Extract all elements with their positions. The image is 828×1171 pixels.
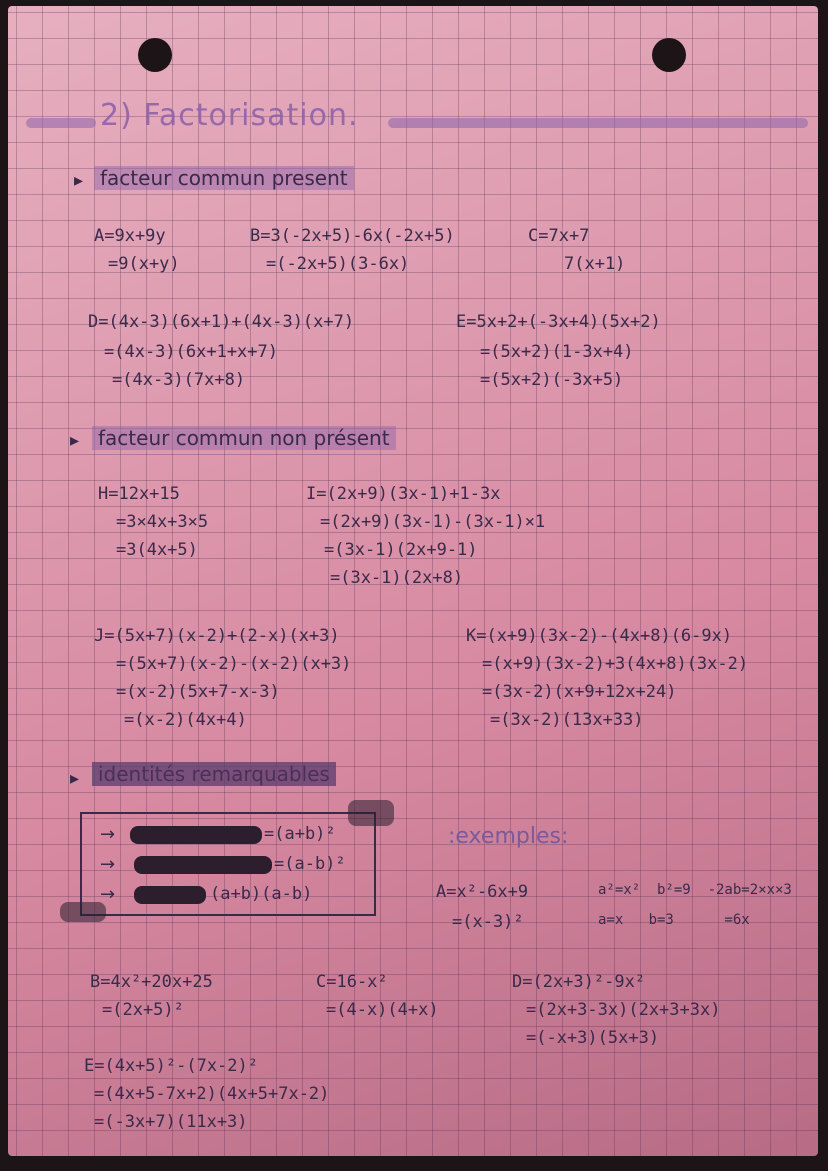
section-heading-no-common-factor: facteur commun non présent xyxy=(92,426,396,450)
example-D-1: D=(2x+3)²-9x² xyxy=(512,972,646,992)
expr-I-3: =(3x-1)(2x+9-1) xyxy=(324,540,478,560)
redacted-formula xyxy=(134,856,272,874)
expr-J-3: =(x-2)(5x+7-x-3) xyxy=(116,682,280,702)
expr-K-2: =(x+9)(3x-2)+3(4x+8)(3x-2) xyxy=(482,654,749,674)
arrow-icon: → xyxy=(100,824,116,845)
expr-K-4: =(3x-2)(13x+33) xyxy=(490,710,644,730)
examples-heading: :exemples: xyxy=(448,824,569,849)
example-A-note-1: a²=x² b²=9 -2ab=2×x×3 xyxy=(598,882,792,898)
example-D-3: =(-x+3)(5x+3) xyxy=(526,1028,660,1048)
expr-I-1: I=(2x+9)(3x-1)+1-3x xyxy=(306,484,501,504)
expr-A-2: =9(x+y) xyxy=(108,254,180,274)
section-heading-common-factor: facteur commun present xyxy=(94,166,354,190)
expr-C-2: 7(x+1) xyxy=(564,254,626,274)
expr-D-3: =(4x-3)(7x+8) xyxy=(112,370,246,390)
expr-H-3: =3(4x+5) xyxy=(116,540,198,560)
scribble-mark xyxy=(348,800,394,826)
expr-J-1: J=(5x+7)(x-2)+(2-x)(x+3) xyxy=(94,626,340,646)
example-A-1: A=x²-6x+9 xyxy=(436,882,529,902)
identity-2: =(a-b)² xyxy=(274,854,346,874)
binder-hole-right xyxy=(652,38,686,72)
redacted-formula xyxy=(134,886,206,904)
expr-B-2: =(-2x+5)(3-6x) xyxy=(266,254,410,274)
expr-I-2: =(2x+9)(3x-1)-(3x-1)×1 xyxy=(320,512,546,532)
arrow-icon: → xyxy=(100,884,116,905)
example-A-note-2: a=x b=3 =6x xyxy=(598,912,750,928)
expr-J-4: =(x-2)(4x+4) xyxy=(124,710,247,730)
example-E-1: E=(4x+5)²-(7x-2)² xyxy=(84,1056,258,1076)
title-underline-left xyxy=(26,118,96,128)
page-title: 2) Factorisation. xyxy=(100,98,359,133)
expr-E-1: E=5x+2+(-3x+4)(5x+2) xyxy=(456,312,661,332)
expr-C-1: C=7x+7 xyxy=(528,226,590,246)
identity-3: (a+b)(a-b) xyxy=(210,884,313,904)
expr-B-1: B=3(-2x+5)-6x(-2x+5) xyxy=(250,226,455,246)
title-underline-right xyxy=(388,118,808,128)
section-bullet-icon: ▸ xyxy=(70,430,80,451)
example-B-2: =(2x+5)² xyxy=(102,1000,184,1020)
section-bullet-icon: ▸ xyxy=(70,768,80,789)
section-bullet-icon: ▸ xyxy=(74,170,84,191)
expr-H-2: =3×4x+3×5 xyxy=(116,512,209,532)
example-D-2: =(2x+3-3x)(2x+3+3x) xyxy=(526,1000,721,1020)
example-E-2: =(4x+5-7x+2)(4x+5+7x-2) xyxy=(94,1084,330,1104)
expr-J-2: =(5x+7)(x-2)-(x-2)(x+3) xyxy=(116,654,352,674)
scribble-mark xyxy=(60,902,106,922)
notebook-page xyxy=(8,6,818,1156)
expr-E-3: =(5x+2)(-3x+5) xyxy=(480,370,624,390)
identity-1: =(a+b)² xyxy=(264,824,336,844)
example-B-1: B=4x²+20x+25 xyxy=(90,972,213,992)
example-A-2: =(x-3)² xyxy=(452,912,524,932)
redacted-formula xyxy=(130,826,262,844)
example-E-3: =(-3x+7)(11x+3) xyxy=(94,1112,248,1132)
expr-E-2: =(5x+2)(1-3x+4) xyxy=(480,342,634,362)
expr-H-1: H=12x+15 xyxy=(98,484,180,504)
example-C-2: =(4-x)(4+x) xyxy=(326,1000,439,1020)
expr-K-3: =(3x-2)(x+9+12x+24) xyxy=(482,682,677,702)
expr-I-4: =(3x-1)(2x+8) xyxy=(330,568,464,588)
arrow-icon: → xyxy=(100,854,116,875)
expr-D-1: D=(4x-3)(6x+1)+(4x-3)(x+7) xyxy=(88,312,355,332)
expr-K-1: K=(x+9)(3x-2)-(4x+8)(6-9x) xyxy=(466,626,733,646)
expr-D-2: =(4x-3)(6x+1+x+7) xyxy=(104,342,278,362)
section-heading-identities: identités remarquables xyxy=(92,762,336,786)
binder-hole-left xyxy=(138,38,172,72)
example-C-1: C=16-x² xyxy=(316,972,388,992)
expr-A-1: A=9x+9y xyxy=(94,226,166,246)
